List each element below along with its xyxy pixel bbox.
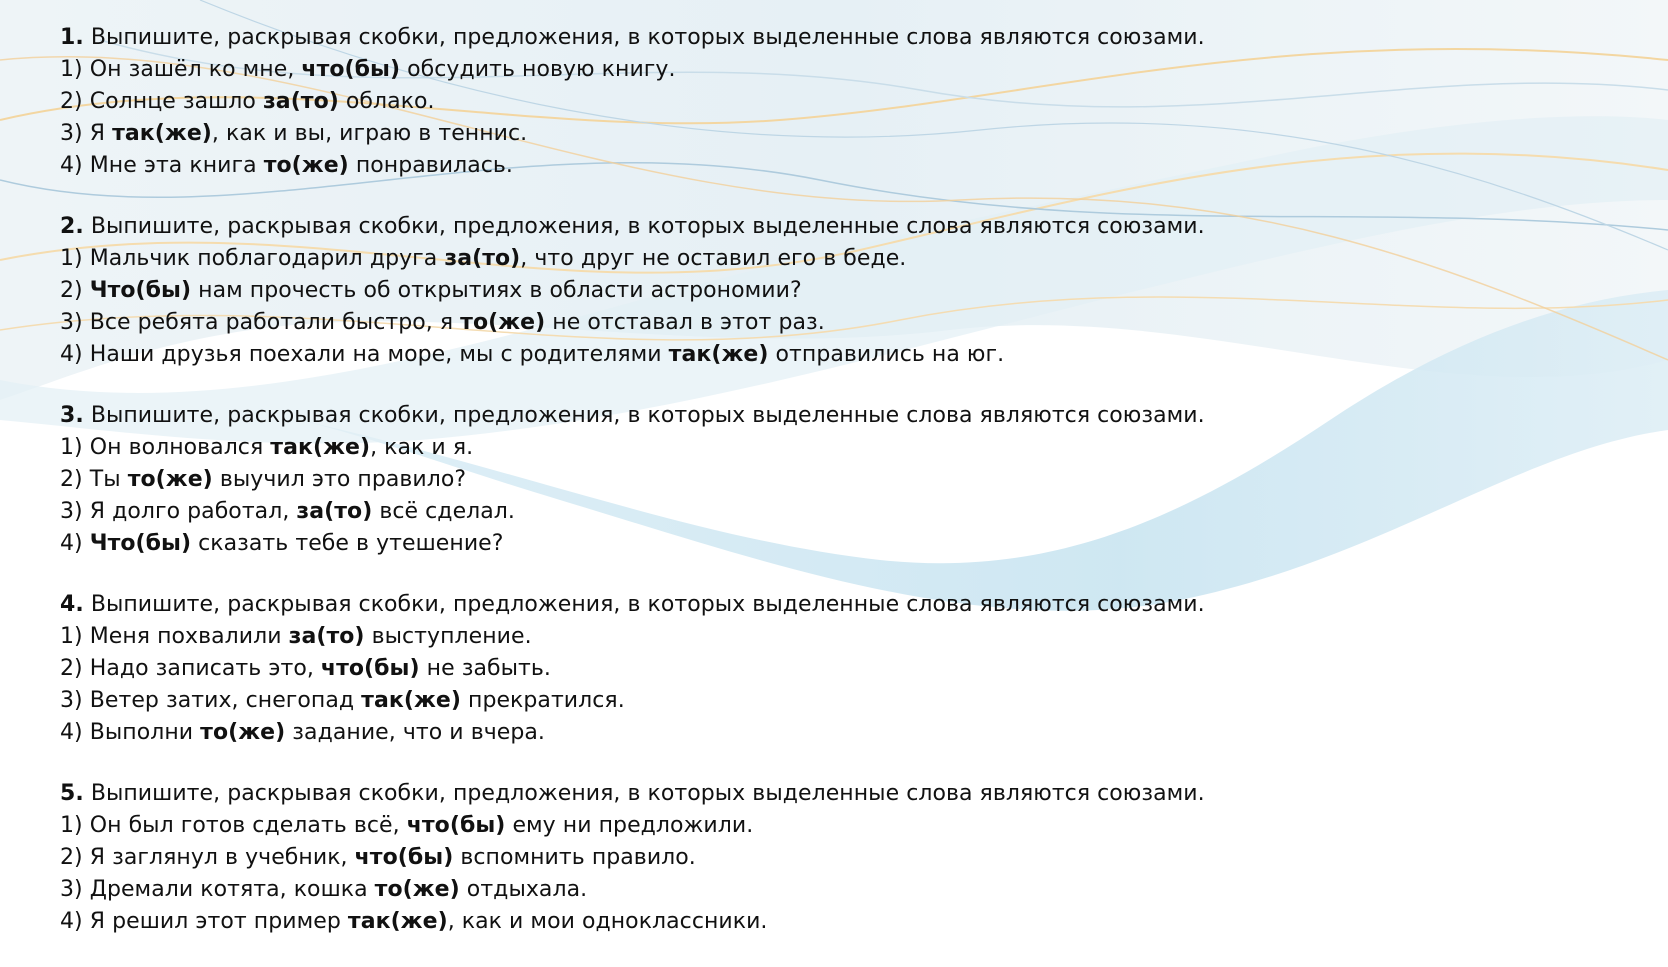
option-text: 2) Я заглянул в учебник, <box>60 845 355 870</box>
option-line <box>60 432 1620 464</box>
highlighted-word: за(то) <box>288 624 365 649</box>
option-line <box>60 307 1620 339</box>
highlighted-word: так(же) <box>270 435 371 460</box>
option-text: 4) <box>60 531 90 556</box>
option-line <box>60 275 1620 307</box>
option-line <box>60 86 1620 118</box>
instruction-text: Выпишите, раскрывая скобки, предложения, в которых выделенные слова являются союзами. <box>90 25 1205 50</box>
option-text: 2) Ты <box>60 467 128 492</box>
option-line <box>60 874 1620 906</box>
highlighted-word: за(то) <box>444 246 521 271</box>
option-text: не отставал в этот раз. <box>545 310 825 335</box>
option-line <box>60 54 1620 86</box>
option-text: 4) Выполни <box>60 720 201 745</box>
option-text: отправились на юг. <box>768 342 1005 367</box>
highlighted-word: то(же) <box>374 877 460 902</box>
option-line <box>60 339 1620 371</box>
instruction-text: Выпишите, раскрывая скобки, предложения, в которых выделенные слова являются союзами. <box>90 592 1205 617</box>
option-text: ему ни предложили. <box>505 813 754 838</box>
option-text: 1) Меня похвалили <box>60 624 289 649</box>
task-instruction <box>60 778 1620 810</box>
highlighted-word: то(же) <box>460 310 546 335</box>
option-text: 2) Надо записать это, <box>60 656 321 681</box>
task-5 <box>60 778 1620 938</box>
option-line <box>60 906 1620 938</box>
option-line <box>60 243 1620 275</box>
highlighted-word: Что(бы) <box>89 278 192 303</box>
highlighted-word: за(то) <box>296 499 373 524</box>
option-text: отдыхала. <box>459 877 588 902</box>
option-line <box>60 150 1620 182</box>
option-text: , что друг не оставил его в беде. <box>520 246 907 271</box>
option-text: 3) Я <box>60 121 113 146</box>
option-text: 4) Мне эта книга <box>60 153 264 178</box>
task-3 <box>60 400 1620 560</box>
instruction-text: Выпишите, раскрывая скобки, предложения, в которых выделенные слова являются союзами. <box>90 781 1205 806</box>
option-text: 3) Дремали котята, кошка <box>60 877 375 902</box>
option-text: 1) Он волновался <box>60 435 271 460</box>
option-line <box>60 118 1620 150</box>
highlighted-word: так(же) <box>361 688 461 713</box>
highlighted-word: то(же) <box>200 720 286 745</box>
option-line <box>60 653 1620 685</box>
option-line <box>60 685 1620 717</box>
exercise-sheet <box>60 22 1620 967</box>
option-line <box>60 496 1620 528</box>
highlighted-word: то(же) <box>127 467 213 492</box>
option-text: всё сделал. <box>372 499 515 524</box>
task-instruction <box>60 22 1620 54</box>
option-line <box>60 621 1620 653</box>
highlighted-word: так(же) <box>112 121 212 146</box>
option-text: не забыть. <box>419 656 551 681</box>
option-text: выступление. <box>364 624 532 649</box>
task-4 <box>60 589 1620 749</box>
task-instruction <box>60 400 1620 432</box>
highlighted-word: что(бы) <box>320 656 420 681</box>
option-line <box>60 717 1620 749</box>
highlighted-word: что(бы) <box>301 57 401 82</box>
option-text: 3) Все ребята работали быстро, я <box>60 310 461 335</box>
option-text: вспомнить правило. <box>453 845 696 870</box>
option-text: понравилась. <box>348 153 513 178</box>
task-instruction <box>60 211 1620 243</box>
highlighted-word: Что(бы) <box>89 531 192 556</box>
task-instruction <box>60 589 1620 621</box>
highlighted-word: то(же) <box>263 153 349 178</box>
highlighted-word: за(то) <box>262 89 339 114</box>
task-2 <box>60 211 1620 371</box>
option-text: нам прочесть об открытиях в области астрономии? <box>191 278 802 303</box>
instruction-text: Выпишите, раскрывая скобки, предложения, в которых выделенные слова являются союзами. <box>90 214 1205 239</box>
option-text: 4) Наши друзья поехали на море, мы с родителями <box>60 342 669 367</box>
task-number: 2. <box>60 214 84 239</box>
option-text: 4) Я решил этот пример <box>60 909 348 934</box>
highlighted-word: так(же) <box>347 909 448 934</box>
task-number: 3. <box>60 403 84 428</box>
instruction-text: Выпишите, раскрывая скобки, предложения, в которых выделенные слова являются союзами. <box>90 403 1205 428</box>
option-line <box>60 464 1620 496</box>
highlighted-word: так(же) <box>668 342 769 367</box>
highlighted-word: что(бы) <box>406 813 506 838</box>
option-text: облако. <box>338 89 435 114</box>
option-text: сказать тебе в утешение? <box>191 531 504 556</box>
option-text: прекратился. <box>460 688 625 713</box>
option-text: задание, что и вчера. <box>285 720 545 745</box>
option-text: 1) Он был готов сделать всё, <box>60 813 407 838</box>
option-text: 3) Я долго работал, <box>60 499 297 524</box>
task-number: 4. <box>60 592 84 617</box>
option-text: 3) Ветер затих, снегопад <box>60 688 362 713</box>
option-line <box>60 810 1620 842</box>
option-text: 1) Мальчик поблагодарил друга <box>60 246 445 271</box>
option-line <box>60 528 1620 560</box>
task-number: 1. <box>60 25 84 50</box>
option-text: обсудить новую книгу. <box>400 57 676 82</box>
option-text: 2) Солнце зашло <box>60 89 263 114</box>
option-text: 1) Он зашёл ко мне, <box>60 57 302 82</box>
option-line <box>60 842 1620 874</box>
highlighted-word: что(бы) <box>354 845 454 870</box>
option-text: , как и я. <box>370 435 474 460</box>
option-text: выучил это правило? <box>212 467 467 492</box>
option-text: , как и мои одноклассники. <box>447 909 768 934</box>
option-text: , как и вы, играю в теннис. <box>211 121 528 146</box>
task-number: 5. <box>60 781 84 806</box>
task-1 <box>60 22 1620 182</box>
option-text: 2) <box>60 278 90 303</box>
